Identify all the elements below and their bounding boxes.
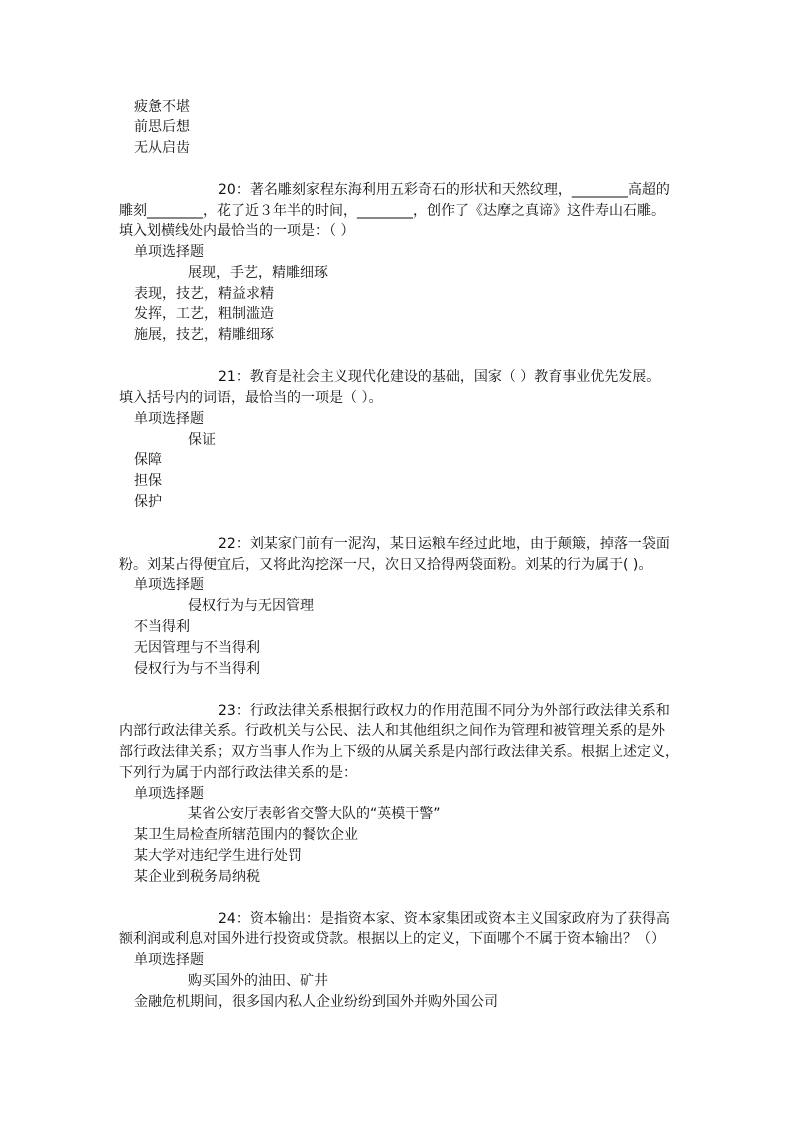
prev-option: 疲惫不堪	[134, 99, 190, 115]
question-23-text: 内部行政法律关系。行政机关与公民、法人和其他组织之间作为管理和被管理关系的是外	[119, 723, 665, 739]
question-20-text: 雕刻________，花了近３年半的时间，________，创作了《达摩之真谛》这件寿山石雕。	[119, 203, 665, 219]
question-21-text: 21：教育是社会主义现代化建设的基础，国家（ ）教育事业优先发展。	[218, 369, 661, 385]
question-23-type: 单项选择题	[134, 786, 204, 802]
question-23-text: 23：行政法律关系根据行政权力的作用范围不同分为外部行政法律关系和	[218, 703, 670, 719]
question-20-text: 20：著名雕刻家程东海利用五彩奇石的形状和天然纹理，________高超的	[218, 182, 670, 198]
question-24-text: 额利润或利息对国外进行投资或贷款。根据以上的定义，下面哪个不属于资本输出？（）	[119, 931, 665, 947]
question-20-option: 展现，手艺，精雕细琢	[188, 265, 328, 281]
question-20-text: 填入划横线处内最恰当的一项是：（ ）	[119, 223, 355, 239]
question-22-option: 侵权行为与不当得利	[134, 661, 260, 677]
question-23-option: 某省公安厅表彰省交警大队的“英模干警”	[188, 806, 441, 822]
question-21-text: 填入括号内的词语，最恰当的一项是（ ）。	[119, 390, 383, 406]
question-24-option: 购买国外的油田、矿井	[188, 973, 328, 989]
question-23-text: 部行政法律关系；双方当事人作为上下级的从属关系是内部行政法律关系。根据上述定义，	[119, 744, 679, 760]
question-23-text: 下列行为属于内部行政法律关系的是：	[119, 765, 357, 781]
question-23-option: 某卫生局检查所辖范围内的餐饮企业	[134, 827, 358, 843]
question-21-type: 单项选择题	[134, 411, 204, 427]
prev-option: 无从启齿	[134, 140, 190, 156]
question-22-text: 粉。刘某占得便宜后，又将此沟挖深一尺，次日又拾得两袋面粉。刘某的行为属于( )。	[119, 557, 653, 573]
question-21-option: 保护	[134, 494, 162, 510]
prev-option: 前思后想	[134, 119, 190, 135]
question-23-option: 某企业到税务局纳税	[134, 869, 260, 885]
question-22-type: 单项选择题	[134, 577, 204, 593]
question-22-option: 无因管理与不当得利	[134, 640, 260, 656]
question-21-option: 保障	[134, 452, 162, 468]
question-24-text: 24：资本输出：是指资本家、资本家集团或资本主义国家政府为了获得高	[218, 911, 670, 927]
question-20-option: 发挥，工艺，粗制滥造	[134, 306, 274, 322]
question-22-text: 22：刘某家门前有一泥沟，某日运粮车经过此地，由于颠簸，掉落一袋面	[218, 536, 670, 552]
question-20-option: 施展，技艺，精雕细琢	[134, 327, 274, 343]
question-21-option: 保证	[188, 432, 216, 448]
question-21-option: 担保	[134, 473, 162, 489]
question-22-option: 侵权行为与无因管理	[188, 598, 314, 614]
question-22-option: 不当得利	[134, 619, 190, 635]
question-20-type: 单项选择题	[134, 244, 204, 260]
question-20-option: 表现，技艺，精益求精	[134, 286, 274, 302]
question-24-type: 单项选择题	[134, 952, 204, 968]
question-23-option: 某大学对违纪学生进行处罚	[134, 848, 302, 864]
question-24-option: 金融危机期间，很多国内私人企业纷纷到国外并购外国公司	[134, 994, 498, 1010]
